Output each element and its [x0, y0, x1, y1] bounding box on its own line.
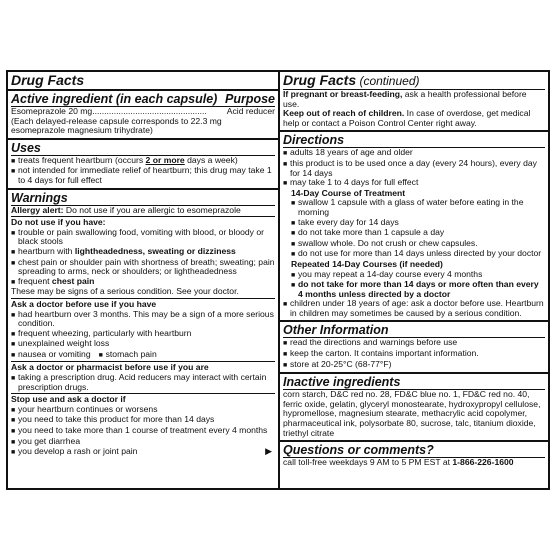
bullet-icon	[291, 239, 298, 250]
ask-pharmacist-block	[11, 361, 275, 392]
dot-leader: ................................................	[92, 107, 207, 116]
list-item: ■ read the directions and warnings before use	[283, 338, 545, 349]
bullet-icon	[11, 310, 18, 329]
stop-use-block	[11, 393, 275, 458]
drug-facts-panel	[6, 70, 550, 490]
list-item: ■ your heartburn continues or worsens	[11, 405, 275, 416]
active-ingredient-heading: Active ingredient (in each capsule)	[11, 92, 218, 106]
allergy-alert: Allergy alert: Do not use if you are allergic to esomeprazole	[11, 204, 241, 215]
list-item: ■ keep the carton. It contains important information.	[283, 349, 545, 360]
do-not-use-note: These may be signs of a serious condition. See your doctor.	[11, 286, 239, 297]
bullet-icon	[11, 405, 18, 416]
inactive-ingredients-heading: Inactive ingredients	[283, 375, 545, 390]
right-column	[280, 72, 548, 488]
continued-section	[280, 72, 548, 132]
ask-doctor-block	[11, 298, 275, 361]
continued-title: Drug Facts (continued)	[283, 73, 545, 90]
ask-doctor-heading: Ask a doctor before use if you have	[11, 298, 157, 309]
bullet-icon	[11, 247, 18, 258]
bullet-icon	[11, 437, 18, 448]
bullet-icon	[11, 426, 18, 437]
list-item: ■ you get diarrhea	[11, 437, 275, 448]
active-ingredient-line	[11, 106, 275, 117]
left-column	[8, 72, 280, 488]
drug-facts-title: Drug Facts	[11, 72, 85, 88]
bullet-icon	[99, 350, 106, 361]
bullet-icon	[11, 339, 18, 350]
list-item: ■ nausea or vomiting ■ stomach pain	[11, 350, 275, 361]
course-heading: 14-Day Course of Treatment	[291, 187, 406, 198]
list-item: ■ unexplained weight loss	[11, 339, 275, 350]
list-item: ■ may take 1 to 4 days for full effect	[283, 178, 545, 189]
other-information-section	[280, 322, 548, 374]
bullet-icon	[11, 373, 18, 392]
inactive-ingredients-text: corn starch, D&C red no. 28, FD&C blue no. 1, FD&C red no. 40, ferric oxide, gelatin, glyceryl monostearate, hydroxypropyl cellulose, hypromellose, magnesium stearate, methacrylic acid copolymer, pharmaceutical ink, polysorbate 80, sucrose, talc, titanium dioxide, triethyl citrate	[283, 389, 541, 438]
list-item: ■ swallow whole. Do not crush or chew capsules.	[283, 239, 545, 250]
list-item: ■ taking a prescription drug. Acid reducers may interact with certain prescription drugs.	[11, 373, 275, 392]
list-item: ■ chest pain or shoulder pain with shortness of breath; sweating; pain spreading to arms, neck or shoulders; or lightheadedness	[11, 258, 275, 277]
bullet-icon	[291, 228, 298, 239]
bullet-icon	[11, 447, 18, 458]
ingredient-note-2: esomeprazole magnesium trihydrate)	[11, 125, 153, 136]
questions-heading: Questions or comments?	[283, 443, 545, 458]
list-item: ■ children under 18 years of age: ask a doctor before use. Heartburn in children may sometimes be caused by a serious condition.	[283, 299, 545, 318]
do-not-use-block	[11, 216, 275, 297]
list-item: ■ heartburn with lightheadedness, sweating or dizziness	[11, 247, 275, 258]
list-item: ■ do not take for more than 14 days or more often than every 4 months unless directed by a doctor	[283, 280, 545, 299]
ask-pharmacist-heading: Ask a doctor or pharmacist before use if you are	[11, 362, 209, 373]
list-item: ■ store at 20-25°C (68-77°F)	[283, 360, 545, 371]
drug-facts-title-section	[8, 72, 278, 91]
list-item: ■ this product is to be used once a day (every 24 hours), every day for 14 days	[283, 159, 545, 178]
directions-heading: Directions	[283, 133, 545, 148]
list-item: ■ you may repeat a 14-day course every 4 months	[283, 270, 545, 281]
stop-use-heading: Stop use and ask a doctor if	[11, 394, 126, 405]
ingredient-purpose: Acid reducer	[226, 106, 275, 116]
list-item: ■ take every day for 14 days	[283, 218, 545, 229]
warnings-heading: Warnings	[11, 191, 275, 206]
list-item: ■ treats frequent heartburn (occurs 2 or more days a week)	[11, 156, 275, 167]
bullet-icon	[11, 415, 18, 426]
active-ingredient-section	[8, 91, 278, 140]
uses-heading: Uses	[11, 141, 275, 156]
last-item-row	[11, 447, 275, 458]
bullet-icon	[283, 349, 290, 360]
list-item: ■ you develop a rash or joint pain	[11, 447, 265, 458]
purpose-heading: Purpose	[224, 92, 275, 106]
keep-away-warning: Keep out of reach of children. In case of overdose, get medical help or contact a Poison Control Center right away.	[283, 108, 531, 128]
repeat-heading: Repeated 14-Day Courses (if needed)	[291, 258, 443, 269]
bullet-icon	[283, 159, 290, 178]
phone-number: 1-866-226-1600	[452, 457, 514, 468]
directions-section	[280, 132, 548, 322]
bullet-icon	[283, 299, 290, 318]
do-not-use-heading: Do not use if you have:	[11, 217, 106, 228]
active-ingredient-header	[11, 92, 275, 106]
ingredient-note-1: (Each delayed-release capsule corresponds to 22.3 mg	[11, 115, 222, 126]
list-item: ■ do not use for more than 14 days unless directed by your doctor	[283, 249, 545, 260]
list-item: ■ you need to take this product for more than 14 days	[11, 415, 275, 426]
bullet-icon	[11, 156, 18, 167]
bullet-icon	[283, 148, 290, 159]
list-item: ■ frequent chest pain	[11, 277, 275, 288]
inactive-ingredients-section	[280, 374, 548, 442]
list-item: ■ adults 18 years of age and older	[283, 148, 545, 159]
list-item: ■ frequent wheezing, particularly with heartburn	[11, 329, 275, 340]
questions-text: call toll-free weekdays 9 AM to 5 PM EST at 1-866-226-1600	[283, 457, 514, 468]
list-item: ■ swallow 1 capsule with a glass of water before eating in the morning	[283, 198, 545, 217]
list-item: ■ not intended for immediate relief of heartburn; this drug may take 1 to 4 days for full effect	[11, 166, 275, 185]
ingredient-name: Esomeprazole 20 mg	[11, 106, 93, 116]
list-item: ■ had heartburn over 3 months. This may be a sign of a more serious condition.	[11, 310, 275, 329]
bullet-icon	[11, 258, 18, 277]
bullet-icon	[11, 329, 18, 340]
bullet-icon	[291, 218, 298, 229]
list-item: ■ you need to take more than 1 course of treatment every 4 months	[11, 426, 275, 437]
other-information-heading: Other Information	[283, 323, 545, 338]
bullet-icon	[11, 350, 18, 361]
pregnancy-warning: If pregnant or breast-feeding, ask a health professional before use.	[283, 89, 527, 109]
bullet-icon	[283, 360, 290, 371]
questions-section	[280, 442, 548, 488]
bullet-icon	[291, 280, 298, 299]
bullet-icon	[11, 166, 18, 185]
continue-arrow-icon: ▶	[265, 446, 272, 457]
uses-section	[8, 140, 278, 190]
bullet-icon	[283, 178, 290, 189]
list-item: ■ do not take more than 1 capsule a day	[283, 228, 545, 239]
bullet-icon	[11, 228, 18, 247]
bullet-icon	[291, 198, 298, 217]
list-item: ■ trouble or pain swallowing food, vomiting with blood, or bloody or black stools	[11, 228, 275, 247]
bullet-icon	[283, 338, 290, 349]
bullet-icon	[291, 270, 298, 281]
warnings-section	[8, 190, 278, 488]
